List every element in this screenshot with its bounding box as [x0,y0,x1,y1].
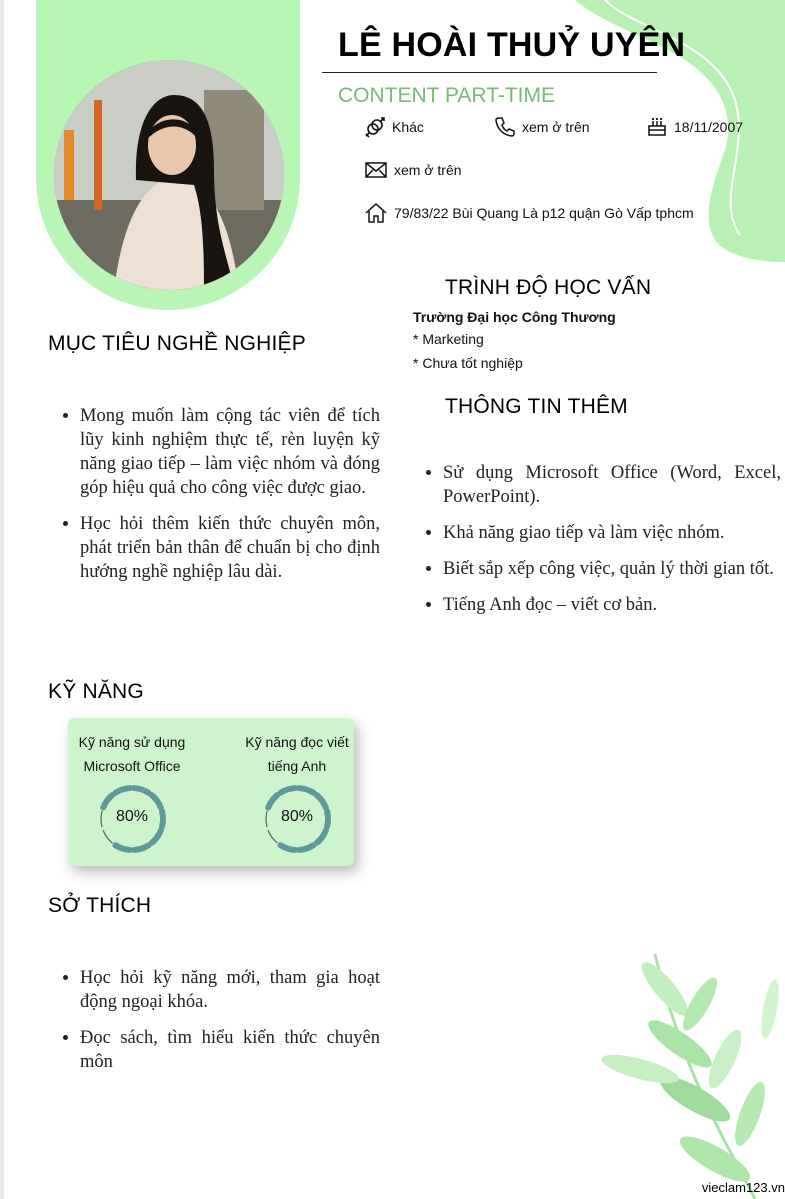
gender-info [364,116,424,138]
ring-segment-filled [115,845,130,850]
ring-segment-filled [299,845,314,850]
skills-title: KỸ NĂNG [48,680,144,703]
ring-segment-filled [103,795,112,807]
cake-icon [646,116,668,138]
list-item: • Đọc sách, tìm hiểu kiến thức chuyên môn [80,1026,380,1074]
ring-segment-filled [152,795,161,807]
ring-segment-filled [317,795,326,807]
list-item: • Mong muốn làm cộng tác viên để tích lũy kinh nghiệm thực tế, rèn luyện kỹ năng giao tiếp – làm việc nhóm và đóng góp hiệu quả cho công việc được giao. [80,404,380,500]
birthday-value: 18/11/2007 [674,119,744,135]
page-edge [0,0,4,1199]
ring-segment-filled [152,830,161,842]
list-item: • Khả năng giao tiếp và làm việc nhóm. [443,521,781,545]
education-title: TRÌNH ĐỘ HỌC VẤN [445,276,652,299]
birthday-info [646,116,743,138]
email-info [364,159,462,181]
address-info [364,201,694,225]
ring-segment-filled [280,788,295,793]
ring-segment-filled [299,788,314,793]
additional-list [411,461,781,629]
decorative-leaves [585,949,785,1199]
skill-ring [260,782,334,856]
additional-title: THÔNG TIN THÊM [445,395,628,418]
skills-card [68,718,354,866]
skill-label [62,730,202,778]
job-title: CONTENT PART-TIME [338,84,556,107]
gender-icon [364,116,386,138]
ring-segment-filled [134,788,149,793]
skill-label-line: Kỹ năng sử dụng [78,734,186,750]
list-item: • Học hỏi thêm kiến thức chuyên môn, phát triển bản thân để chuẩn bị cho định hướng nghề nghiệp lâu dài. [80,512,380,584]
education-major: * Marketing [413,331,484,347]
watermark: vieclam123.vn [701,1180,785,1195]
objective-list [48,404,380,596]
list-item: • Học hỏi kỹ năng mới, tham gia hoạt động ngoại khóa. [80,966,380,1014]
skill-level: 80% [280,808,314,825]
ring-segment-filled [280,845,295,850]
ring-segment-filled [317,830,326,842]
home-icon [364,201,388,225]
hobbies-title: SỞ THÍCH [48,894,152,917]
ring-segment-filled [134,845,149,850]
phone-info [494,116,590,138]
ring-segment-empty [103,830,112,842]
skill-label-line: tiếng Anh [267,758,327,774]
skill-label-line: Microsoft Office [83,758,181,774]
education-school: Trường Đại học Công Thương [413,309,616,325]
address-value: 79/83/22 Bùi Quang Là p12 quận Gò Vấp tphcm [394,205,694,221]
name-underline [322,72,657,73]
phone-icon [494,116,516,138]
skill-label [227,730,367,778]
phone-value: xem ở trên [522,119,590,135]
ring-segment-filled [115,788,130,793]
skill-ring [95,782,169,856]
email-value: xem ở trên [394,162,462,178]
skill-label-line: Kỹ năng đọc viết [245,734,349,750]
hobbies-list [48,966,380,1086]
ring-segment-empty [268,830,277,842]
list-item: • Biết sắp xếp công việc, quản lý thời gian tốt. [443,557,781,581]
education-status: * Chưa tốt nghiệp [413,355,523,371]
gender-value: Khác [392,119,424,135]
objective-title: MỤC TIÊU NGHỀ NGHIỆP [48,332,306,355]
profile-photo [54,60,284,290]
list-item: • Sử dụng Microsoft Office (Word, Excel, PowerPoint). [443,461,781,509]
skill-level: 80% [115,808,149,825]
list-item: • Tiếng Anh đọc – viết cơ bản. [443,593,781,617]
ring-segment-filled [268,795,277,807]
mail-icon [364,159,388,181]
candidate-name: LÊ HOÀI THUỶ UYÊN [338,26,686,64]
